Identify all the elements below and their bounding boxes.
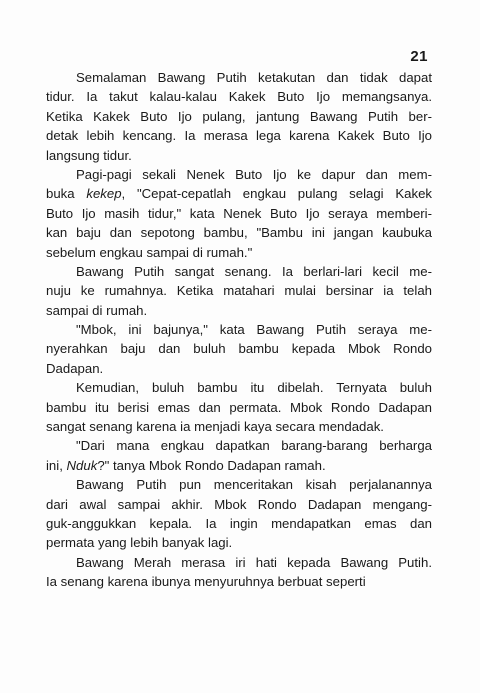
- text-line: tidur. Ia takut kalau-kalau Kakek Buto Ijo memangsanya.: [46, 89, 432, 105]
- text-line: Ia senang karena ibunya menyuruhnya berbuat seperti: [46, 574, 366, 590]
- text-line-part: buka: [46, 186, 87, 202]
- text-line: langsung tidur.: [46, 147, 132, 163]
- text-line: sangat senang karena ia menjadi kaya secara mendadak.: [46, 419, 384, 435]
- text-line: guk-anggukkan kepala. Ia ingin mendapatkan emas dan: [46, 515, 432, 531]
- text-line: sampai di rumah.: [46, 302, 148, 318]
- text-line: permata yang lebih banyak lagi.: [46, 535, 233, 551]
- text-line: Pagi-pagi sekali Nenek Buto Ijo ke dapur dan mem-: [76, 166, 432, 182]
- body-text: [46, 68, 432, 592]
- text-line: Bawang Putih pun menceritakan kisah perjalanannya: [76, 477, 432, 493]
- text-line: nuju ke rumahnya. Ketika matahari mulai bersinar ia telah: [46, 283, 432, 299]
- text-line-part: ?" tanya Mbok Rondo Dadapan ramah.: [97, 457, 326, 473]
- text-line: Dadapan.: [46, 360, 104, 376]
- page-number: 21: [410, 48, 428, 65]
- text-line: Buto Ijo masih tidur," kata Nenek Buto Ijo seraya memberi-: [46, 205, 432, 221]
- text-line: Bawang Merah merasa iri hati kepada Bawang Putih.: [76, 554, 432, 570]
- text-line: kan baju dan sepotong bambu, "Bambu ini jangan kaubuka: [46, 225, 432, 241]
- text-line: Semalaman Bawang Putih ketakutan dan tidak dapat: [76, 70, 432, 85]
- text-line: Ketika Kakek Buto Ijo pulang, jantung Bawang Putih ber-: [46, 108, 432, 124]
- text-line: [46, 184, 432, 203]
- text-line-part: , "Cepat-cepatlah engkau pulang selagi Kakek: [121, 186, 432, 202]
- text-line: dari awal sampai akhir. Mbok Rondo Dadapan mengang-: [46, 496, 432, 512]
- text-line: nyerahkan baju dan buluh bambu kepada Mbok Rondo: [46, 341, 432, 357]
- text-line: "Mbok, ini bajunya," kata Bawang Putih seraya me-: [76, 322, 432, 338]
- italic-word: Nduk: [66, 457, 98, 473]
- text-line: bambu itu berisi emas dan permata. Mbok Rondo Dadapan: [46, 399, 432, 415]
- text-line: "Dari mana engkau dapatkan barang-barang berharga: [76, 438, 432, 454]
- text-line: [46, 456, 432, 475]
- text-line: sebelum engkau sampai di rumah.": [46, 244, 253, 260]
- text-line: Bawang Putih sangat senang. Ia berlari-lari kecil me-: [76, 263, 432, 279]
- text-line: detak lebih kencang. Ia merasa lega karena Kakek Buto Ijo: [46, 128, 432, 144]
- text-line: Kemudian, buluh bambu itu dibelah. Ternyata buluh: [76, 380, 432, 396]
- text-line-part: ini,: [46, 457, 67, 473]
- italic-word: kekep: [86, 186, 122, 202]
